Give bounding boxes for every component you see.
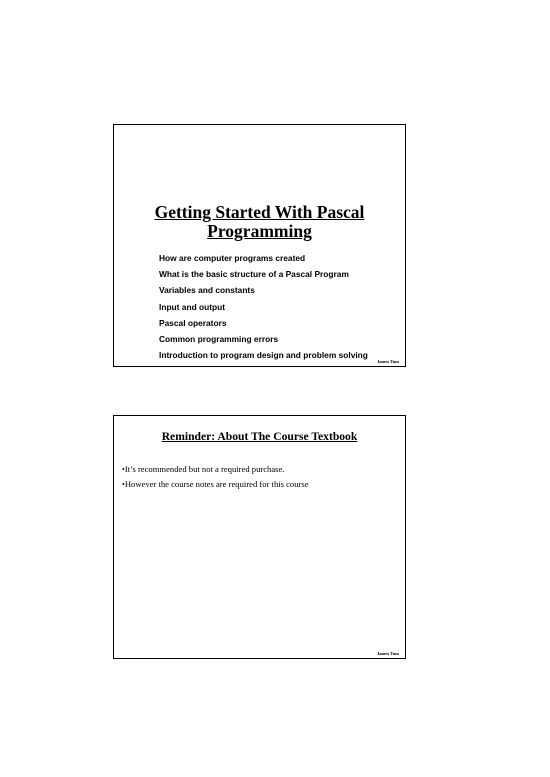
- slide-1-author: James Tam: [376, 359, 399, 364]
- topic-item: What is the basic structure of a Pascal Program: [159, 269, 349, 280]
- slide-1-title-line-2: Programming: [207, 221, 312, 241]
- slide-1: [113, 124, 406, 367]
- topic-item: Common programming errors: [159, 333, 279, 344]
- topic-list: [159, 250, 368, 363]
- slide-2: [113, 415, 406, 659]
- slide-2-title: Reminder: About The Course Textbook: [161, 430, 358, 443]
- bullet-list: [122, 462, 309, 492]
- bullet-symbol: •: [122, 465, 125, 474]
- slide-1-title: [114, 203, 405, 241]
- bullet-item: [122, 477, 309, 492]
- bullet-item: [122, 462, 309, 477]
- topic-item: Pascal operators: [159, 317, 227, 328]
- topic-item: Introduction to program design and problem solving: [159, 350, 368, 361]
- topic-item: Input and output: [159, 301, 226, 312]
- slide-2-author: James Tam: [376, 651, 399, 656]
- topic-item: How are computer programs created: [159, 253, 306, 263]
- topic-item: Variables and constants: [159, 285, 255, 296]
- slide-1-title-line-1: Getting Started With Pascal: [154, 202, 365, 222]
- bullet-text: It’s recommended but not a required purchase.: [124, 464, 285, 474]
- bullet-text: However the course notes are required for this course: [124, 479, 309, 489]
- bullet-symbol: •: [122, 480, 125, 489]
